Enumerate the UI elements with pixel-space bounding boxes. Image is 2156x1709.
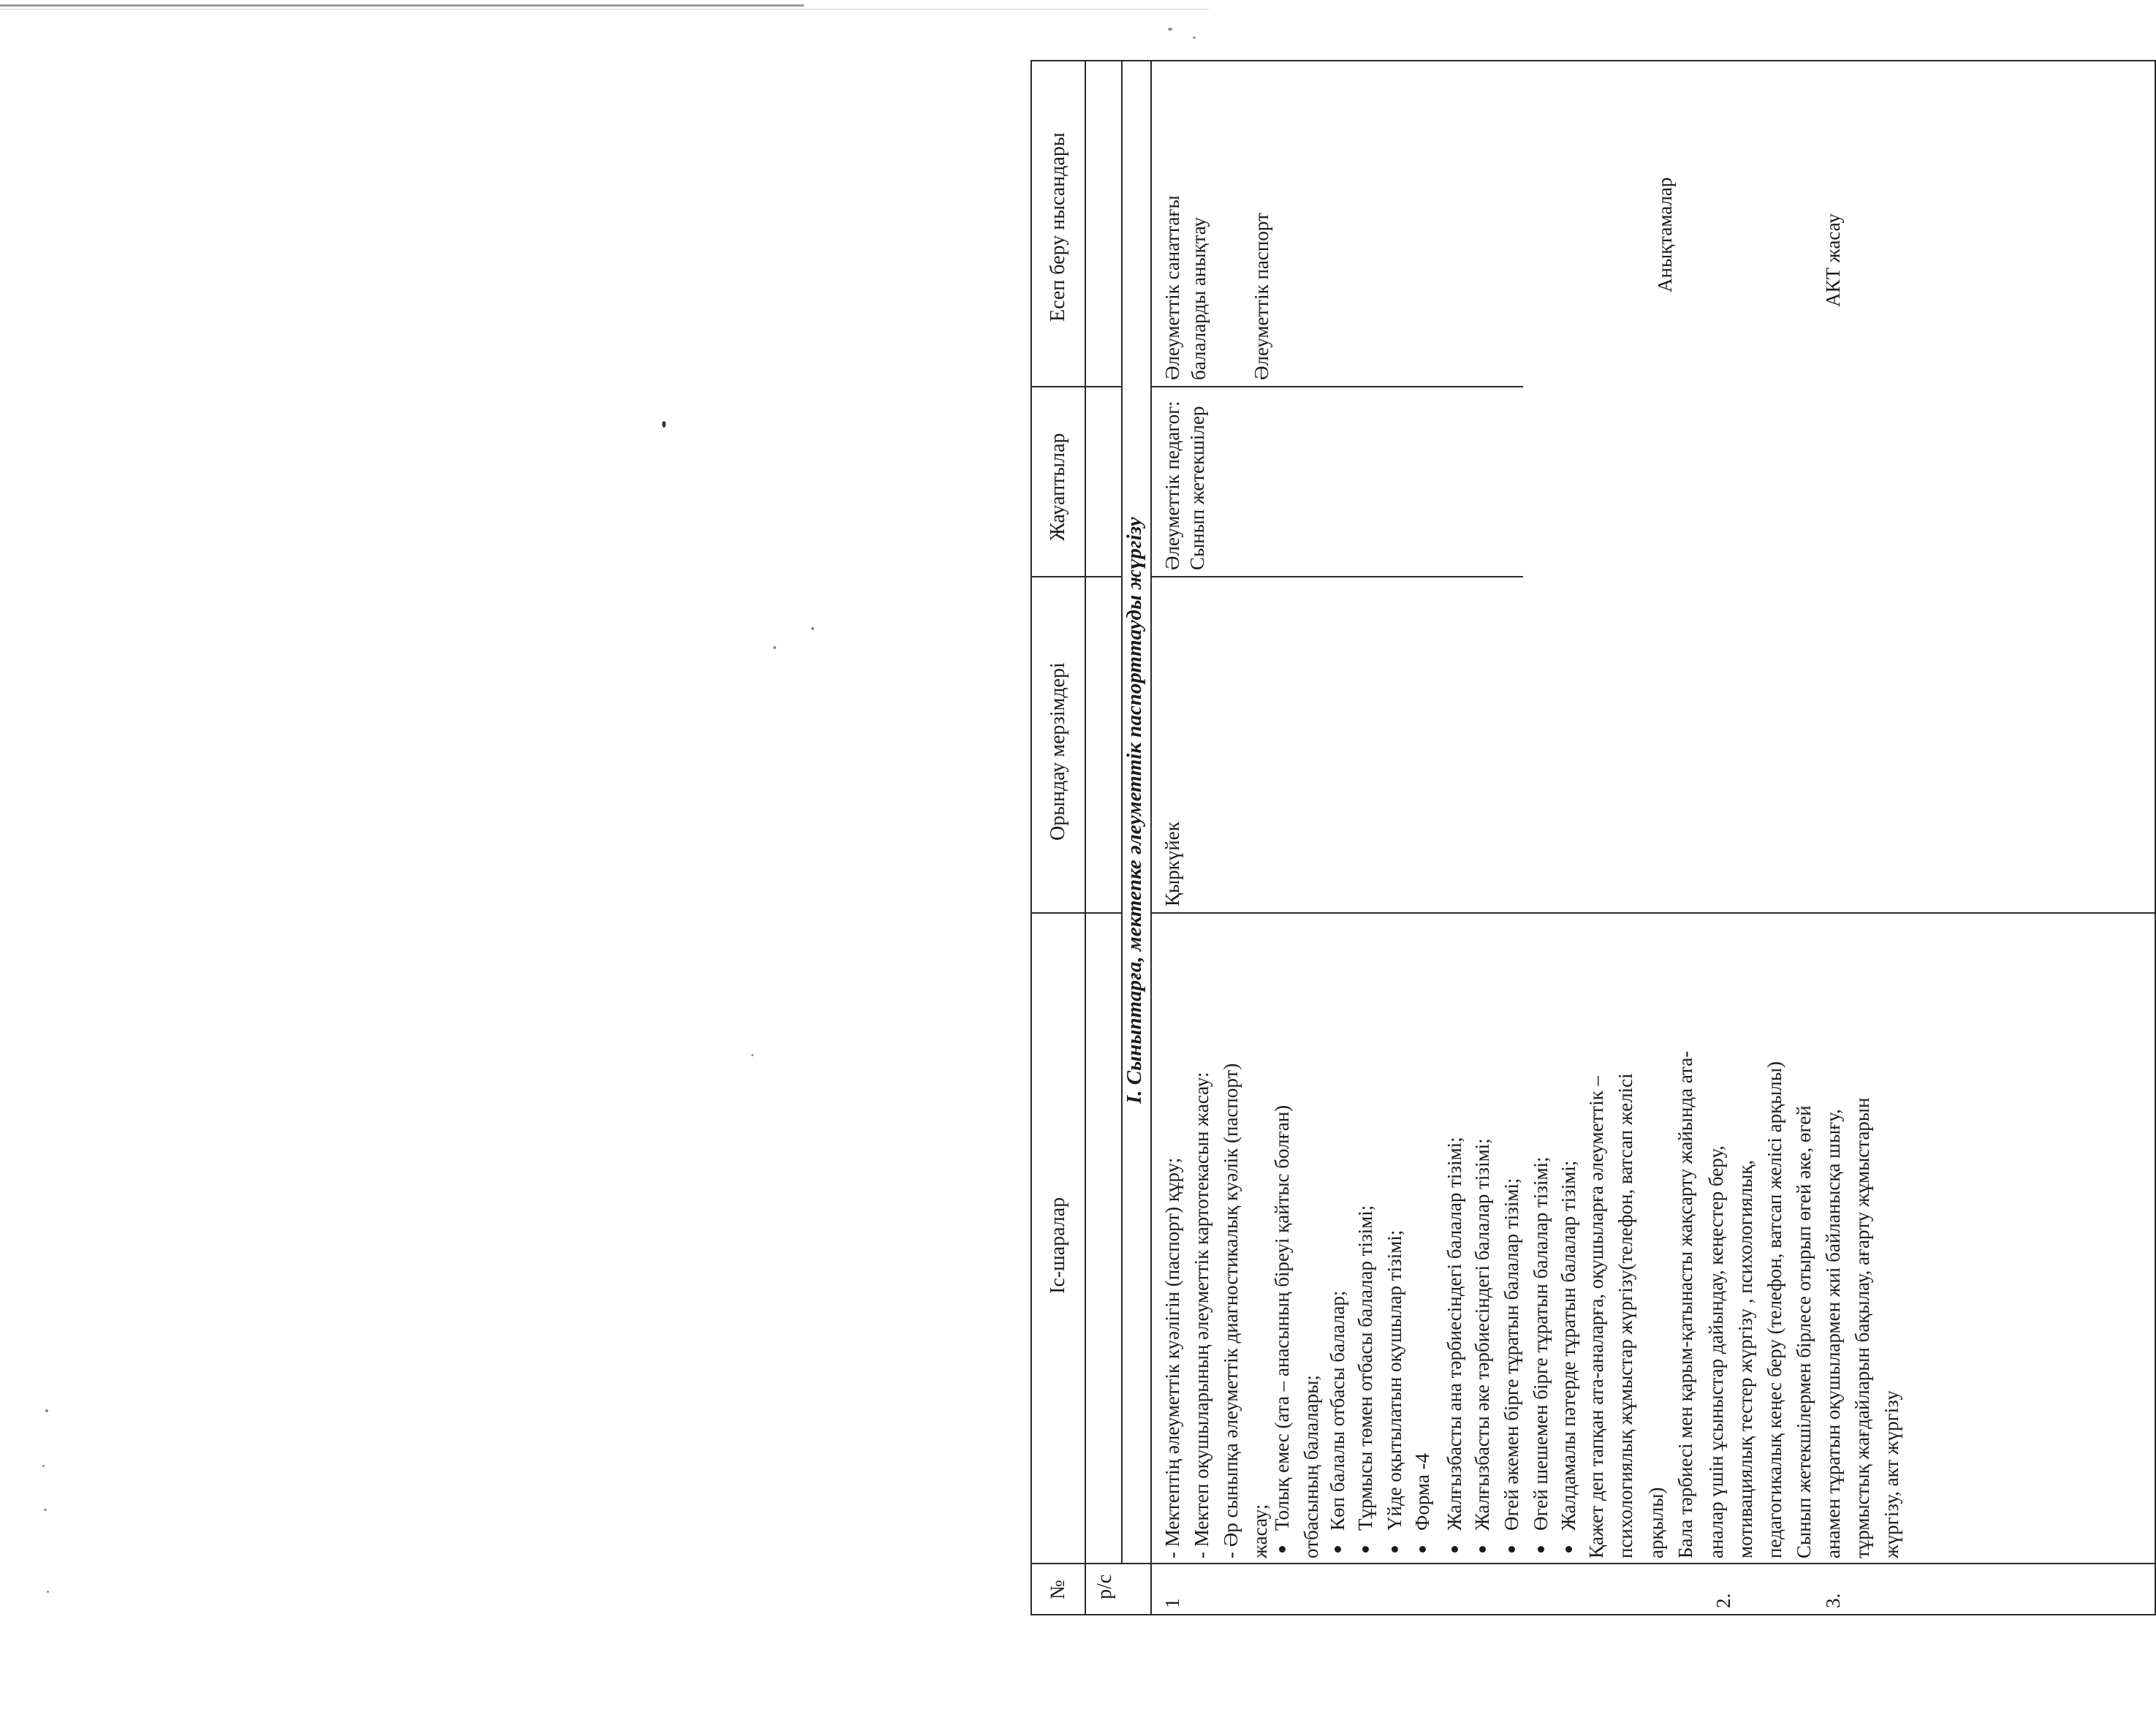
scan-speck — [773, 646, 776, 649]
col-rule-num — [1030, 1563, 2156, 1564]
row-1-line: отбасының балалары; — [1300, 1375, 1322, 1558]
row-1-responsible-1: Әлеуметтік педагог — [1161, 406, 1183, 570]
scan-speck — [44, 1509, 47, 1511]
row-1-report-2: Әлеуметтік паспорт — [1250, 213, 1272, 380]
row-3-line: анамен тұратын оқушылармен жиі байланысқа шығу, — [1822, 1109, 1844, 1558]
table-border-right — [1030, 60, 2156, 61]
scan-speck — [1168, 28, 1172, 31]
page-edge — [0, 9, 1209, 10]
bullet-icon — [1508, 1546, 1515, 1553]
row-3-line: Сынып жетекшілермен бірлесе отырып өгей әке, өгей — [1793, 1105, 1815, 1558]
row-1-line: Көп балалы отбасы балалар; — [1326, 1290, 1348, 1531]
row-1-line: Өгей шешемен бірге тұратын балалар тізімі; — [1530, 1156, 1552, 1531]
bullet-icon — [1479, 1546, 1486, 1553]
row-1-line: Қажет деп тапқан ата-аналарға, оқушыларға әлеуметтік – — [1585, 1075, 1607, 1558]
row-3-report: АКТ жасау — [1822, 213, 1844, 307]
col-rule-responsible-lower — [1150, 386, 1523, 387]
row-2-num: 2. — [1712, 1593, 1734, 1608]
row-1-line: - Мектептің әлеуметтік куәлігін (паспорт) құру; — [1161, 1157, 1183, 1558]
col-rule-responsible — [1030, 386, 1121, 387]
col-rule-activities-lower — [1150, 912, 2156, 914]
row-1-line: Толық емес (ата – анасының біреуі қайтыс болған) — [1271, 1104, 1293, 1531]
bullet-icon — [1362, 1546, 1369, 1553]
row-1-deadline: Қыркүйек — [1161, 822, 1183, 906]
row-2-report: Анықтамалар — [1654, 177, 1676, 292]
scan-speck — [811, 627, 814, 630]
row-1-report-1a: Әлеуметтік санаттағы — [1161, 195, 1183, 380]
row-1-line: - Әр сыныпқа әлеуметтік диагностикалық куәлік (паспорт) — [1220, 1063, 1242, 1558]
row-2-line: мотивациялық тестер жүргізу , психологиялық, — [1734, 1159, 1756, 1558]
row-1-line: психологиялық жұмыстар жүргізу(телефон, ватсап желісі — [1614, 1073, 1636, 1558]
scan-speck — [662, 421, 666, 428]
scan-speck — [751, 1054, 754, 1056]
row-3-num: 3. — [1822, 1593, 1844, 1608]
row-1-line: - Мектеп оқушыларының әлеуметтік картотекасын жасау: — [1191, 1072, 1212, 1558]
header-activities: Іс-шаралар — [1047, 1197, 1069, 1294]
bullet-icon — [1451, 1546, 1458, 1553]
row-1-num: 1 — [1161, 1598, 1183, 1608]
row-2-line: аналар үшін ұсыныстар дайындау, кеңестер беру, — [1705, 1145, 1727, 1558]
scan-edge-line — [0, 4, 804, 7]
row-1-line: Өгей әкемен бірге тұратын балалар тізімі; — [1500, 1178, 1522, 1531]
row-1-line: арқылы) — [1645, 1487, 1667, 1558]
row-3-line: жүргізу, акт жүргізу — [1880, 1390, 1902, 1558]
scan-speck — [42, 1465, 45, 1467]
header-rule — [1085, 60, 1086, 1615]
row-1-line: жасау; — [1249, 1504, 1271, 1558]
bullet-icon — [1335, 1546, 1341, 1553]
row-1-line: Форма -4 — [1411, 1452, 1433, 1531]
header-responsible: Жауаптылар — [1047, 433, 1069, 541]
row-1-line: Жалғызбасты әке тәрбиесіндегі балалар тізімі; — [1471, 1138, 1493, 1531]
scan-speck — [47, 1591, 49, 1593]
row-1-line: Жалдамалы пәтерде тұратын балалар тізімі; — [1557, 1160, 1579, 1531]
col-rule-activities — [1030, 912, 1121, 914]
header-report: Есеп беру нысандары — [1047, 132, 1069, 322]
row-1-line: Тұрмысы төмен отбасы балалар тізімі; — [1354, 1205, 1376, 1531]
row-1-line: Жалғызбасты ана тәрбиесіндегі балалар тізімі; — [1443, 1137, 1465, 1531]
bullet-icon — [1538, 1546, 1544, 1553]
header-num-1: № — [1047, 1580, 1069, 1599]
col-rule-deadlines — [1030, 576, 1121, 577]
bullet-icon — [1279, 1546, 1286, 1553]
header-num-2: р/с — [1093, 1574, 1116, 1599]
row-1-responsible-2: Сынып жетекшілер — [1186, 406, 1208, 570]
section-bottom-rule — [1150, 60, 1152, 1615]
header-deadlines: Орындау мерзімдері — [1047, 662, 1069, 841]
bullet-icon — [1392, 1546, 1398, 1553]
row-3-line: тұрмыстық жағдайларын бақылау, ағарту жұмыстарын — [1851, 1097, 1873, 1558]
table-border-left — [1030, 1614, 2156, 1615]
section-title: І. Сыныптарға, мектепке әлеуметтік паспорттауды жүргізу — [1123, 517, 1146, 1104]
row-1-line: Үйде оқытылатын оқушылар тізімі; — [1383, 1229, 1405, 1531]
scan-speck — [1193, 37, 1196, 39]
row-1-responsible-colon: : — [1161, 401, 1183, 406]
bullet-icon — [1565, 1546, 1572, 1553]
col-rule-deadlines-lower — [1150, 576, 1523, 577]
row-2-line: Бала тәрбиесі мен қарым-қатынасты жақсарту жайында ата- — [1674, 1050, 1696, 1558]
scan-speck — [45, 1409, 48, 1412]
rotated-table — [1030, 60, 2156, 1615]
table-border-top — [1030, 60, 1032, 1615]
row-2-line: педагогикалық кеңес беру (телефон, ватсап желісі арқылы) — [1764, 1061, 1785, 1558]
row-1-report-1b: балаларды анықтау — [1188, 217, 1210, 380]
bullet-icon — [1419, 1546, 1426, 1553]
